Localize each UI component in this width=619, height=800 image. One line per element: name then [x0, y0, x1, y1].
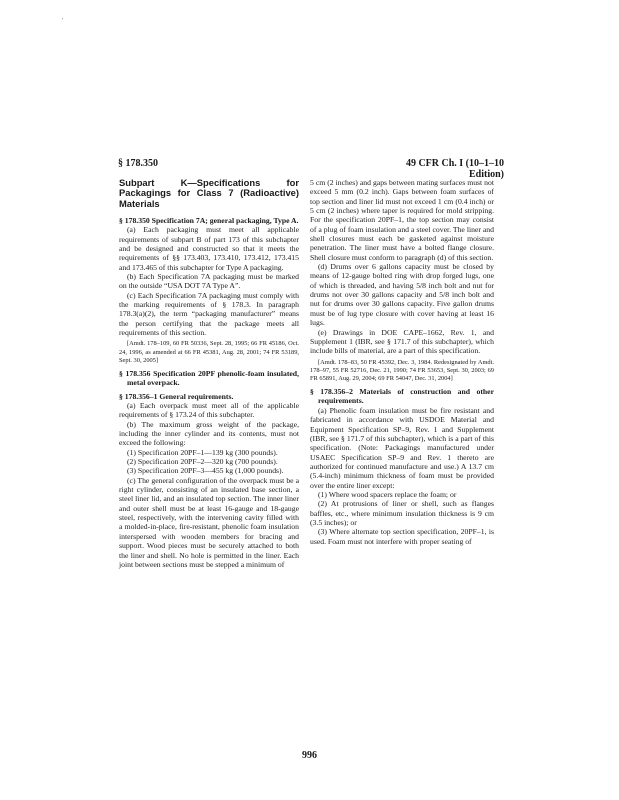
paragraph: (1) Specification 20PF–1—139 kg (300 pounds). [127, 447, 278, 457]
paragraph: (3) Specification 20PF–3—455 kg (1,000 pounds). [127, 466, 284, 476]
section-heading [119, 369, 299, 388]
page-number: 996 [302, 750, 317, 761]
subpart-heading: Subpart K—Specifications for Packagings for Class 7 (Radioactive) Materials [119, 177, 299, 209]
paragraph: (a) Each packaging must meet all applicable requirements of subpart B of part 173 of this subchapter and be designed and constructed so that it meets the requirements of §§ 173.403, 173.410, 173.412, 173.415 and 173.465 of this subchapter for Type A packaging. [119, 225, 299, 272]
section-number: § 178.356–1 [119, 391, 158, 401]
paragraph: (a) Phenolic foam insulation must be fire resistant and fabricated in accordance with USDOE Material and Equipment Specification SP–9, Rev. 1 and Supplement (IBR, see § 171.7 of this subchapter), which is a part of this specification. (Note: Packagings manufactured under USAEC Specification SP–9 and Rev. 1 thereto are authorized for continued manufacture and use.) A 13.7 cm (5.4-inch) minimum thickness of foam must be provided over the entire liner except: [310, 405, 494, 490]
paragraph: (c) The general configuration of the overpack must be a right cylinder, consisting of an insulated base section, a steel liner lid, and an insulated top section. The inner liner and outer shell must be at least 16-gauge and 18-gauge steel, respectively, with the intervening cavity filled with a molded-in-place, fire-resistant, phenolic foam insulation interspersed with wooden members for bracing and support. Wood pieces must be securely attached to both the liner and shell. No hole is permitted in the liner. Each joint between sections must be stepped a minimum of [119, 475, 299, 569]
paragraph: (c) Each Specification 7A packaging must comply with the marking requirements of § 178.3. In paragraph 178.3(a)(2), the term “packaging manufacturer” means the person certifying that the package meets all requirements of this section. [119, 290, 299, 338]
section-number: § 178.356–2 [310, 387, 353, 397]
left-column [119, 178, 299, 569]
section-heading [119, 392, 299, 401]
running-header-title: 49 CFR Ch. I (10–1–10 Edition) [405, 158, 504, 180]
section-title: Specification 20PF phenolic-foam insulated, metal overpack. [127, 368, 299, 388]
paragraph: (b) The maximum gross weight of the package, including the inner cylinder and its contents, must not exceed the following: [119, 419, 299, 448]
section-number: § 178.356 [119, 368, 151, 378]
paragraph: 5 cm (2 inches) and gaps between mating surfaces must not exceed 5 mm (0.2 inch). Gaps between foam surfaces of top section and liner lid must not exceed 1 cm (0.4 inch) or 5 cm (2 inches) where taper is required for mold stripping. For the specification 20PF–1, the top section may consist of a plug of foam insulation and a steel cover. The liner and shell closures must each be gasketed against moisture penetration. The liner must have a bolted flange closure. Shell closure must conform to paragraph (d) of this section. [310, 178, 494, 262]
section-title: Materials of construction and other requirements. [318, 387, 495, 406]
section-title: Specification 7A; general packaging, Type A. [149, 215, 299, 225]
section-heading [119, 216, 299, 225]
running-header-section: § 178.350 [118, 158, 158, 169]
paragraph: (a) Each overpack must meet all of the applicable requirements of § 173.24 of this subchapter. [119, 401, 299, 420]
section-number: § 178.350 [119, 215, 150, 225]
section-title: General requirements. [157, 391, 234, 401]
paragraph: (2) At protrusions of liner or shell, such as flanges baffles, etc., where minimum insulation thickness is 9 cm (3.5 inches); or [310, 499, 494, 527]
source-citation: [Amdt. 178–109, 60 FR 50336, Sept. 28, 1995; 66 FR 45186, Oct. 24, 1996, as amended at 66 FR 45381, Aug. 28, 2001; 74 FR 53189, Sept. 30, 2005] [119, 340, 299, 364]
scan-mark: ' [62, 18, 64, 24]
paragraph: (1) Where wood spacers replace the foam; or [318, 489, 457, 499]
paragraph: (3) Where alternate top section specification, 20PF–1, is used. Foam must not interfere with proper seating of [310, 527, 494, 546]
paragraph: (e) Drawings in DOE CAPE–1662, Rev. 1, and Supplement 1 (IBR, see § 171.7 of this subchapter), which include bills of material, are a part of this specification. [310, 327, 494, 356]
section-heading [310, 387, 494, 406]
paragraph: (b) Each Specification 7A packaging must be marked on the outside “USA DOT 7A Type A”. [119, 271, 299, 291]
paragraph: (2) Specification 20PF–2—320 kg (700 pounds). [127, 457, 278, 467]
paragraph: (d) Drums over 6 gallons capacity must be closed by means of 12-gauge bolted ring with drop forged lugs, one of which is threaded, and having 5/8 inch bolt and nut for drums not over 30 gallons capacity and 5/8 inch bolt and nut for drums over 30 gallons capacity. Five gallon drums must be of lug type closure with cover having at least 16 lugs. [310, 262, 494, 328]
source-citation: [Amdt. 178–83, 50 FR 45392, Dec. 3, 1984. Redesignated by Amdt. 178–97, 55 FR 52716, Dec. 21, 1990; 74 FR 53653, Sept. 30, 2003; 69 FR 65891, Aug. 29, 2004; 69 FR 54047, Dec. 31, 2004] [310, 358, 494, 382]
right-column [310, 178, 494, 546]
